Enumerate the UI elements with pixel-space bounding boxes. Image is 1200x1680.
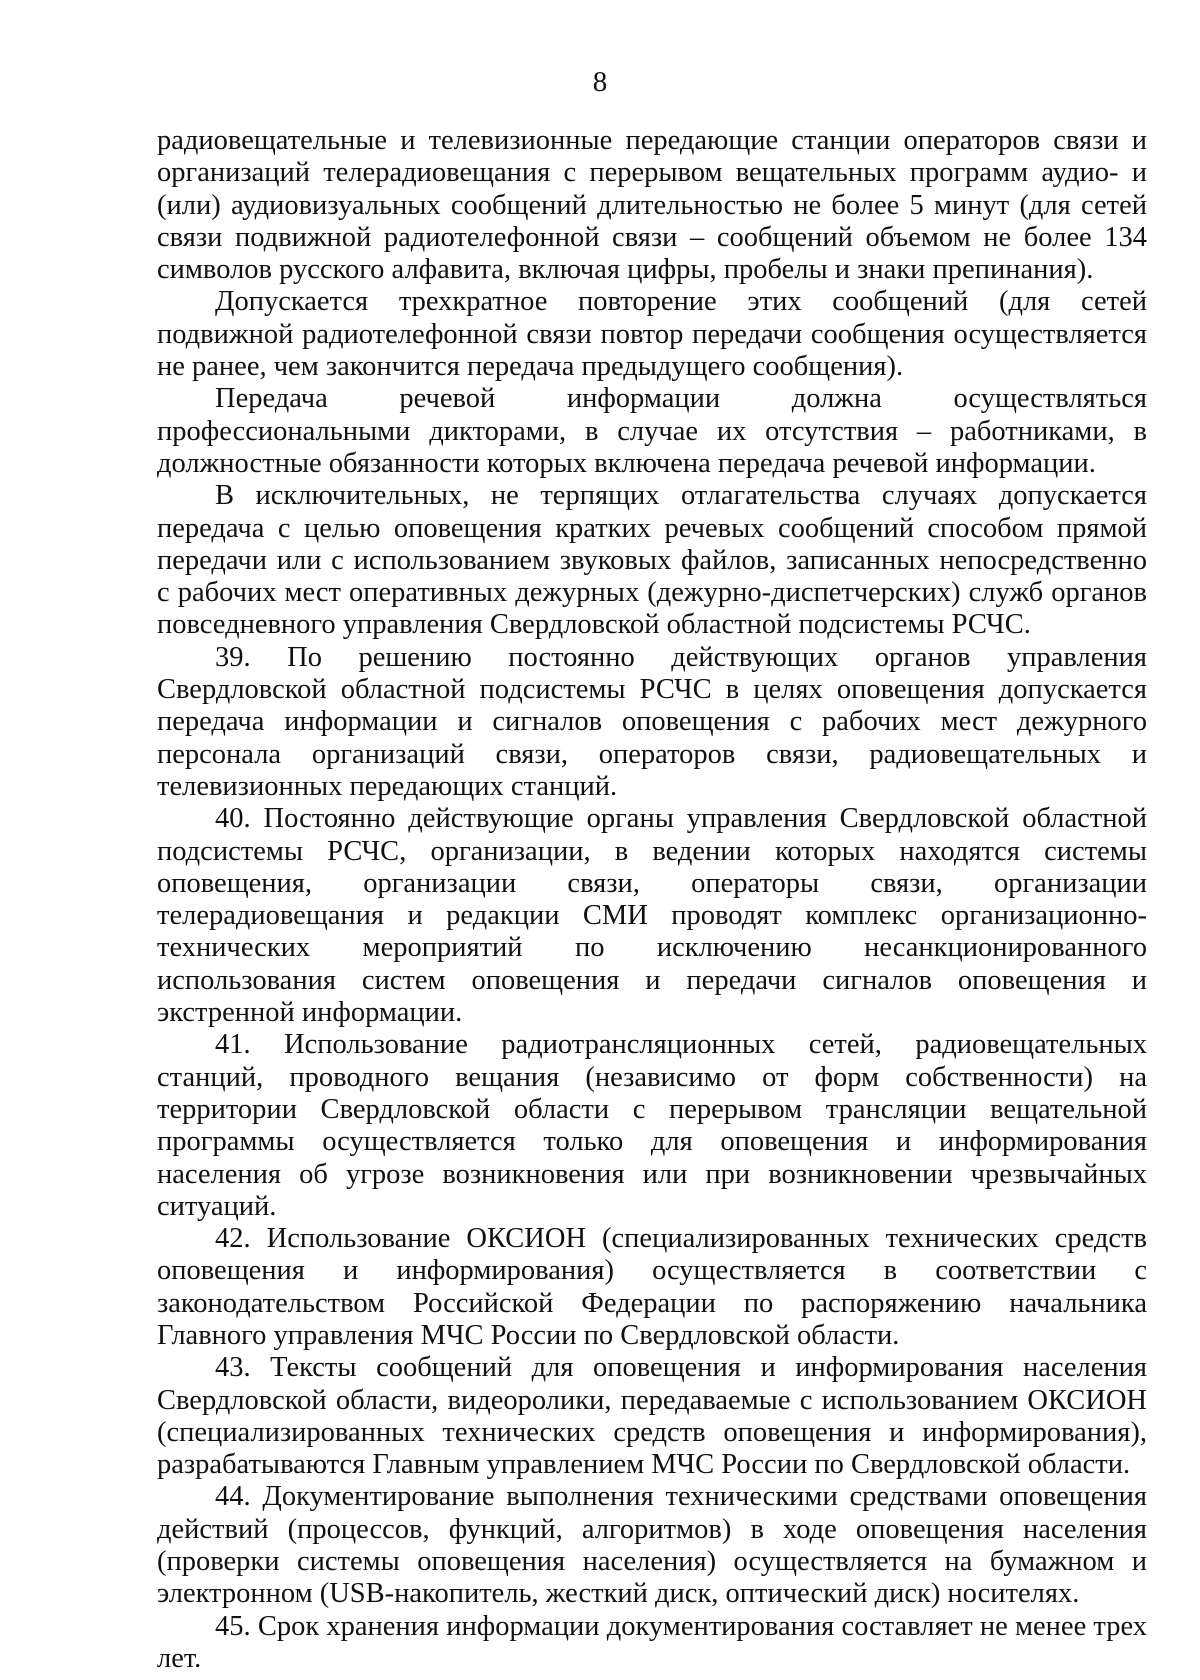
paragraph-item-42: 42. Использование ОКСИОН (специализированных технических средств оповещения и информирования) осуществляется в соответствии с законодательством Российской Федерации по распоряжению начальника Главного управления МЧС России по Свердловской области. — [157, 1223, 1147, 1351]
paragraph-repeat-messages: Допускается трехкратное повторение этих сообщений (для сетей подвижной радиотелефонной связи повтор передачи сообщения осуществляется не ранее, чем закончится передача предыдущего сообщения). — [157, 286, 1147, 383]
paragraph-item-45: 45. Срок хранения информации документирования составляет не менее трех лет. — [157, 1610, 1147, 1674]
paragraph-item-41: 41. Использование радиотрансляционных сетей, радиовещательных станций, проводного вещания (независимо от форм собственности) на территории Свердловской области с перерывом трансляции вещательной программы осуществляется только для оповещения и информирования населения об угрозе возникновения или при возникновении чрезвычайных ситуаций. — [157, 1029, 1147, 1222]
paragraph-item-44: 44. Документирование выполнения техническими средствами оповещения действий (процессов, функций, алгоритмов) в ходе оповещения населения (проверки системы оповещения населения) осуществляется на бумажном и электронном (USB-накопитель, жесткий диск, оптический диск) носителях. — [157, 1481, 1147, 1610]
paragraph-exceptional-cases: В исключительных, не терпящих отлагательства случаях допускается передача с целью оповещения кратких речевых сообщений способом прямой передачи или с использованием звуковых файлов, записанных непосредственно с рабочих мест оперативных дежурных (дежурно-диспетчерских) служб органов повседневного управления Свердловской областной подсистемы РСЧС. — [157, 480, 1147, 641]
paragraph-item-43: 43. Тексты сообщений для оповещения и информирования населения Свердловской области, видеоролики, передаваемые с использованием ОКСИОН (специализированных технических средств оповещения и информирования), разрабатываются Главным управлением МЧС России по Свердловской области. — [157, 1352, 1147, 1481]
page-number: 8 — [592, 66, 608, 98]
paragraph-item-40: 40. Постоянно действующие органы управления Свердловской областной подсистемы РСЧС, организации, в ведении которых находятся системы оповещения, организации связи, операторы связи, организации телерадиовещания и редакции СМИ проводят комплекс организационно-технических мероприятий по исключению несанкционированного использования систем оповещения и передачи сигналов оповещения и экстренной информации. — [157, 803, 1147, 1029]
document-body — [157, 125, 1147, 1675]
paragraph-speech-information: Передача речевой информации должна осуществляться профессиональными дикторами, в случае их отсутствия – работниками, в должностные обязанности которых включена передача речевой информации. — [157, 383, 1147, 479]
paragraph-continuation: радиовещательные и телевизионные передающие станции операторов связи и организаций телерадиовещания с перерывом вещательных программ аудио- и (или) аудиовизуальных сообщений длительностью не более 5 минут (для сетей связи подвижной радиотелефонной связи – сообщений объемом не более 134 символов русского алфавита, включая цифры, пробелы и знаки препинания). — [157, 125, 1147, 286]
paragraph-item-39: 39. По решению постоянно действующих органов управления Свердловской областной подсистемы РСЧС в целях оповещения допускается передача информации и сигналов оповещения с рабочих мест дежурного персонала организаций связи, операторов связи, радиовещательных и телевизионных передающих станций. — [157, 641, 1147, 802]
